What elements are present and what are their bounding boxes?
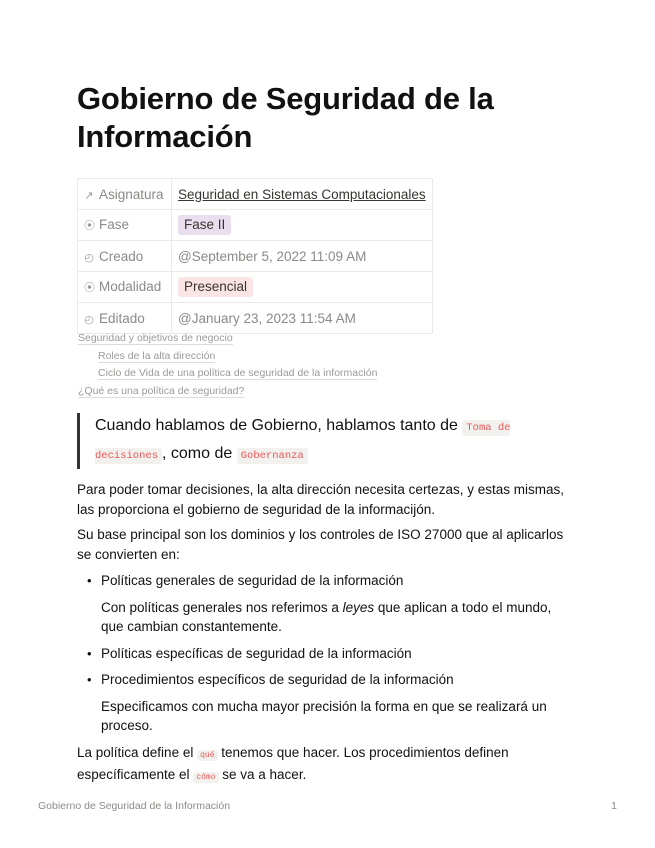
modalidad-tag[interactable]: Presencial	[178, 277, 253, 297]
property-key: ◴ Creado	[78, 241, 172, 272]
property-row	[78, 272, 433, 303]
inline-code: qué	[197, 750, 217, 761]
asignatura-link[interactable]: Seguridad en Sistemas Computacionales	[178, 186, 426, 202]
inline-code: Gobernanza	[237, 448, 308, 464]
property-key: ⦿ Modalidad	[78, 272, 172, 303]
toc-item[interactable]: Roles de la alta dirección	[98, 349, 216, 362]
property-row	[78, 303, 433, 334]
property-row	[78, 179, 433, 210]
arrow-icon: ↗	[84, 189, 94, 202]
property-key: ◴ Editado	[78, 303, 172, 334]
body-content	[77, 480, 577, 788]
property-value[interactable]	[172, 210, 433, 241]
property-value[interactable]	[172, 272, 433, 303]
property-key: ↗ Asignatura	[78, 179, 172, 210]
fase-tag[interactable]: Fase II	[178, 215, 231, 235]
toc-item[interactable]: Seguridad y objetivos de negocio	[78, 332, 233, 344]
page-footer	[38, 800, 617, 812]
property-row	[78, 210, 433, 241]
created-date: @September 5, 2022 11:09 AM	[172, 241, 433, 272]
toc-item[interactable]: ¿Qué es una política de seguridad?	[78, 385, 245, 398]
page-number: 1	[611, 800, 617, 812]
clock-icon: ◴	[84, 313, 94, 326]
clock-icon: ◴	[84, 251, 94, 264]
page-title: Gobierno de Seguridad de la Información	[77, 81, 494, 154]
quote-block: Cuando hablamos de Gobierno, hablamos tanto de Toma de decisiones , como de Gobernanza	[77, 413, 575, 469]
property-value[interactable]	[172, 179, 433, 210]
property-row	[78, 241, 433, 272]
select-icon: ⦿	[84, 220, 95, 232]
bullet-list	[77, 571, 577, 736]
select-icon: ⦿	[84, 282, 95, 294]
inline-code: cómo	[193, 772, 218, 783]
table-of-contents	[78, 330, 377, 401]
inline-code: Toma de decisiones	[95, 422, 511, 462]
properties-table	[77, 178, 433, 334]
footer-title: Gobierno de Seguridad de la Información	[38, 800, 231, 812]
list-item: • Procedimientos específicos de seguridad de la información Especificamos con mucha mayor precisión la forma en que se realizará un proceso.	[77, 670, 577, 736]
property-key: ⦿ Fase	[78, 210, 172, 241]
list-item-detail: Especificamos con mucha mayor precisión la forma en que se realizará un proceso.	[101, 698, 547, 733]
list-item: • Políticas generales de seguridad de la información Con políticas generales nos referimos a leyes que aplican a todo el mundo, que cambian constantemente.	[77, 571, 577, 637]
toc-item[interactable]: Ciclo de Vida de una política de seguridad de la información	[98, 367, 378, 380]
paragraph: Su base principal son los dominios y los controles de ISO 27000 que al aplicarlos se convierten en:	[77, 527, 564, 562]
paragraph: Para poder tomar decisiones, la alta dirección necesita certezas, y estas mismas, las proporciona el gobierno de seguridad de la informacijón.	[77, 482, 564, 517]
list-item-detail: Con políticas generales nos referimos a leyes que aplican a todo el mundo, que cambian constantemente.	[101, 599, 552, 634]
list-item: • Políticas específicas de seguridad de la información	[77, 644, 577, 664]
paragraph: La política define el qué tenemos que hacer. Los procedimientos definen específicamente el cómo se va a hacer.	[77, 744, 509, 782]
edited-date: @January 23, 2023 11:54 AM	[172, 303, 433, 334]
